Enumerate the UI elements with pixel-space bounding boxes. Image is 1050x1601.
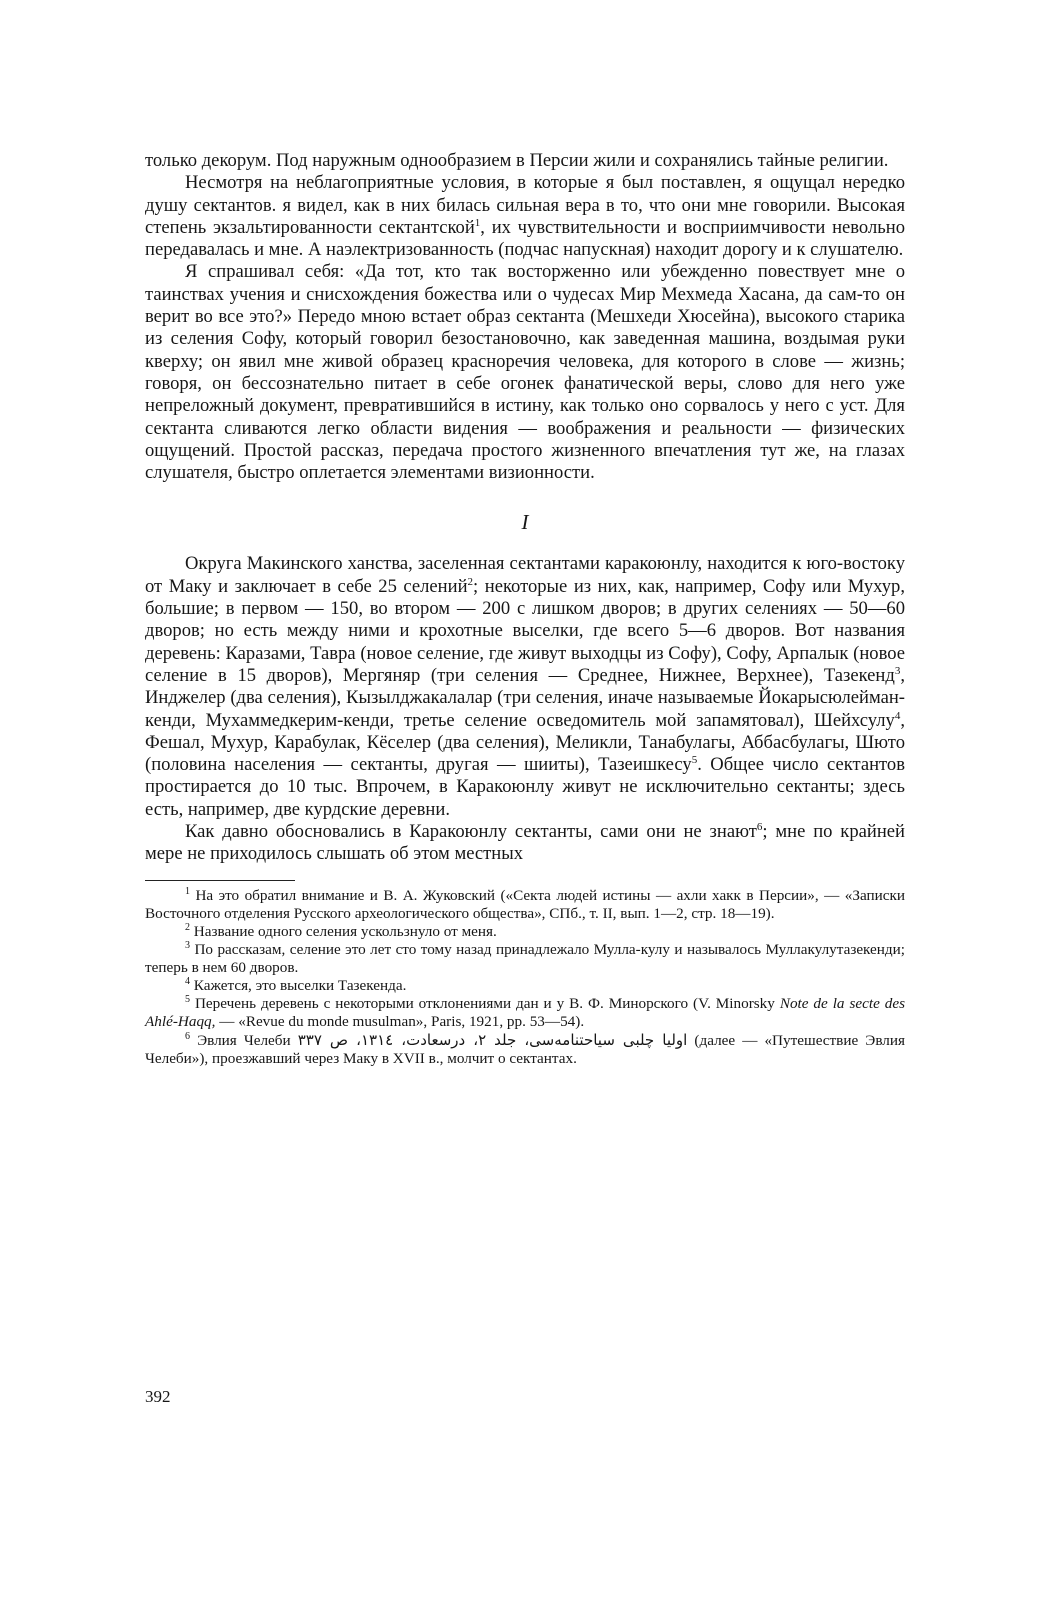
footnote-text: — «Revue du monde musulman», Paris, 1921, pp. 53—54). [215,1012,585,1030]
page-number: 392 [145,1387,171,1406]
footnote-divider [145,880,295,881]
footnote-3 [145,941,905,977]
paragraph-text: , Инджелер (два селения), Кызылджакалалар (три селения, иначе называемые Йокарысюлейман-кенди, Мухаммедкерим-кенди, третье селение осведомитель мой запамятовал), Шейхсулу [145,664,905,731]
footnote-ref: 6 [756,820,763,833]
paragraph-text: Несмотря на неблагоприятные условия, в которые я был поставлен, я ощущал нередко душу сектантов. я видел, как в них билась сильная вера в то, что они мне говорили. Высокая степень экзальтированности сектантской [145,172,905,238]
paragraph-1 [145,150,905,172]
footnote-text: Перечень деревень с некоторыми отклонениями дан и у В. Ф. Минорского (V. Minorsky [194,994,780,1012]
footnote-ref: 4 [894,709,901,722]
paragraph-3 [145,261,905,484]
footnote-2 [145,923,905,941]
footnote-italic-title: Note de la secte des Ahlé-Haqq, [145,994,905,1030]
footnote-text: Название одного селения ускользнуло от меня. [193,922,497,940]
footnote-text: Эвлия Челеби [197,1031,291,1049]
footnote-ref: 3 [894,664,901,677]
footnote-text: На это обратил внимание и В. А. Жуковский («Секта людей истины — ахли хакк в Персии», — «Записки Восточного отделения Русского археологического общества», СПб., т. II, вып. 1—2, стр. 18—19). [145,886,905,922]
paragraph-text: только декорум. Под наружным однообразием в Персии жили и сохранялись тайные религии. [145,150,889,171]
footnote-4 [145,977,905,995]
footnote-ref: 5 [691,753,698,766]
section-heading: I [521,510,529,535]
footnote-1 [145,887,905,923]
footnotes [145,887,905,1068]
footnote-ref: 1 [474,216,481,229]
footnote-number: 3 [185,939,190,951]
footnote-arabic-text: اوليا چلبی سياحتنامه‌سی، جلد ۲، درسعادت، ۱۳۱٤، ص ۳۳۷ [297,1030,688,1049]
footnote-number: 1 [185,885,190,897]
paragraph-text: Округа Макинского ханства, заселенная сектантами каракоюнлу, находится к юго-востоку от Маку и заключает в себе 25 селений [145,553,905,597]
paragraph-text: , Фешал, Мухур, Карабулак, Кёселер (два селения), Меликли, Танабулагы, Аббасбулагы, Шюто (половина населения — сектанты, другая — шииты), Тазеишкесу [145,709,905,776]
footnote-number: 6 [185,1030,190,1042]
paragraph-text: . Общее число сектантов простирается до 10 тыс. Впрочем, в Каракоюнлу живут не исключительно сектанты; здесь есть, например, две курдские деревни. [145,754,905,820]
footnote-text: Кажется, это выселки Тазекенда. [193,976,407,994]
footnote-6 [145,1031,905,1068]
page-body [145,150,905,1068]
paragraph-text: , их чувствительности и восприимчивости невольно передавалась и мне. А наэлектризованность (подчас напускная) находит дорогу и к слушателю. [145,216,905,261]
paragraph-text: Как давно обосновались в Каракоюнлу сектанты, сами они не знают [185,821,757,843]
footnote-number: 2 [185,921,190,933]
paragraph-text: Я спрашивал себя: «Да тот, кто так восторженно или убежденно повествует мне о таинствах учения и снисхождения божества или о чудесах Мир Мехмеда Хасана, да сам-то он верит во все это?» Передо мною встает образ сектанта (Мешхеди Хюсейна), высокого старика из селения Софу, который говорил безостановочно, как заведенная машина, воздымая руки кверху; он явил мне живой образец красноречия человека, для которого в слове — жизнь; говоря, он бессознательно питает в себе огонек фанатической веры, слово для него уже непреложный документ, превратившийся в истину, как только оно сорвалось у него с уст. Для сектанта сливаются легко области видения — воображения и реальности — физических ощущений. Простой рассказ, передача простого жизненного впечатления тут же, на глазах слушателя, быстро оплетается элементами визионности. [145,261,905,484]
footnote-text: (далее — «Путешествие Эвлия Челеби»), проезжавший через Маку в XVII в., молчит о сектантах. [145,1031,905,1067]
footnote-5 [145,995,905,1031]
footnote-text: По рассказам, селение это лет сто тому назад принадлежало Мулла-кулу и называлось Муллакулутазекенди; теперь в нем 60 дворов. [145,940,906,976]
footnote-number: 4 [185,975,190,987]
paragraph-text: ; мне по крайней мере не приходилось слышать об этом местных [145,821,905,865]
footnote-ref: 2 [467,575,474,588]
footnote-number: 5 [185,993,190,1005]
paragraph-text: ; некоторые из них, как, например, Софу или Мухур, большие; в первом — 150, во втором — 200 с лишком дворов; в других селениях — 50—60 дворов; но есть между ними и крохотные выселки, где всего 5—6 дворов. Вот названия деревень: Каразами, Тавра (новое селение, где живут выходцы из Софу), Софу, Арпалык (новое селение в 15 дворов), Мергяняр (три селения — Среднее, Нижнее, Верхнее), Тазекенд [145,575,905,686]
paragraph-5 [145,821,905,866]
paragraph-2 [145,172,905,261]
paragraph-4 [145,553,905,821]
